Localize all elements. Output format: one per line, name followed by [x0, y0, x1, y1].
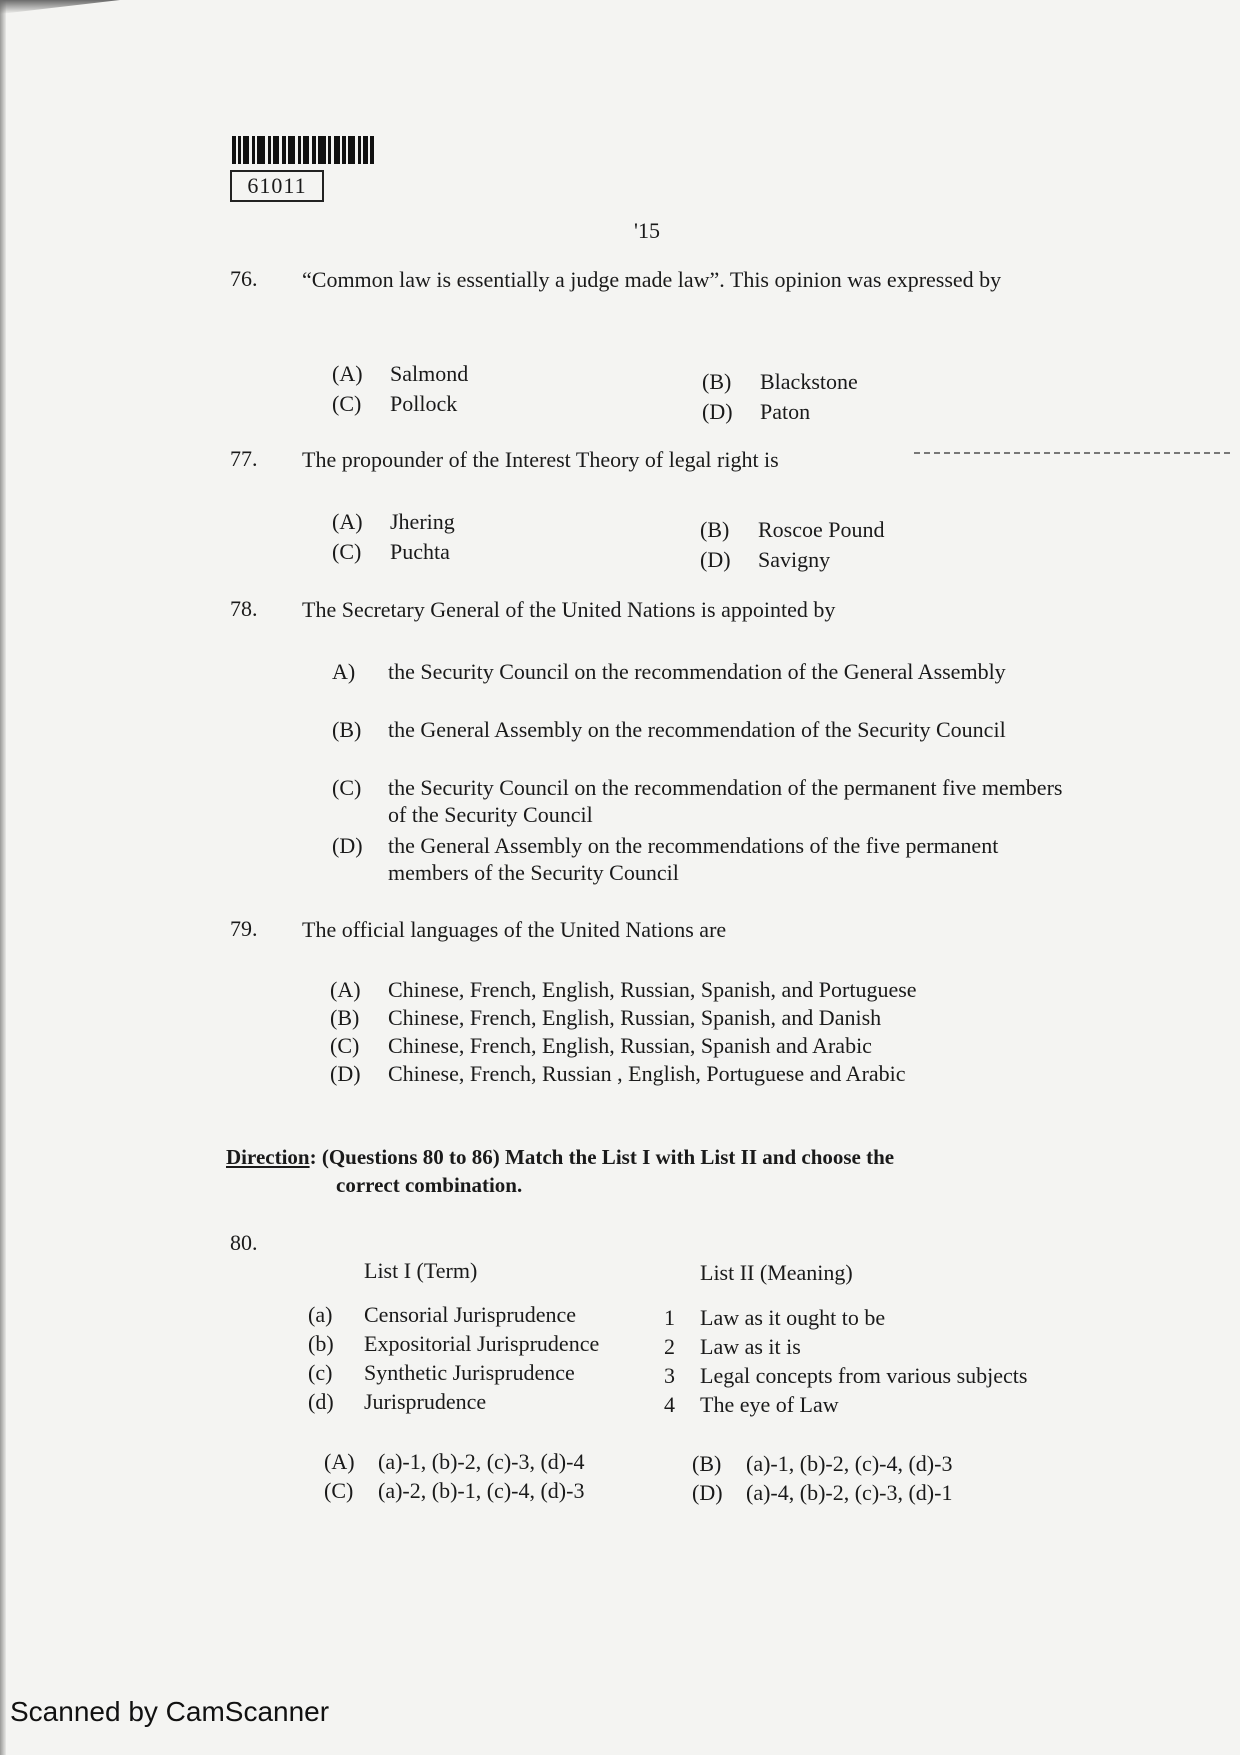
direction-note [226, 1143, 895, 1197]
option-label: (A) [332, 361, 363, 386]
option-80-c [324, 1477, 584, 1505]
option-77-d [700, 546, 830, 574]
scanner-watermark: Scanned by CamScanner [10, 1696, 330, 1727]
option-text: Chinese, French, English, Russian, Spanish, and Danish [388, 1005, 882, 1030]
direction-text-line2: correct combination. [336, 1173, 523, 1197]
list-key: 1 [664, 1305, 675, 1330]
option-text: (a)-4, (b)-2, (c)-3, (d)-1 [746, 1480, 953, 1505]
option-text: the Security Council on the recommendation of the permanent five members of the Security Council [388, 775, 1063, 827]
option-text: Pollock [390, 391, 458, 416]
option-text: the Security Council on the recommendation of the General Assembly [388, 659, 1006, 684]
direction-text: : (Questions 80 to 86) Match the List I with List II and choose the [309, 1145, 895, 1169]
option-label: (B) [702, 369, 732, 394]
option-text: Chinese, French, English, Russian, Spanish and Arabic [388, 1033, 872, 1058]
option-label: (D) [702, 399, 733, 424]
option-label: (B) [332, 717, 362, 742]
option-label: (B) [330, 1005, 360, 1030]
option-text: Savigny [758, 547, 831, 572]
option-label: (D) [332, 833, 363, 858]
option-78-c [332, 774, 1072, 830]
option-80-b [692, 1450, 952, 1478]
option-text: the General Assembly on the recommendation of the Security Council [388, 717, 1006, 742]
question-number: 80. [230, 1230, 258, 1255]
option-76-c [332, 390, 457, 418]
option-78-a [332, 658, 1072, 714]
list-text: Law as it ought to be [700, 1305, 886, 1330]
option-80-a [324, 1448, 584, 1476]
option-76-d [702, 398, 810, 426]
page-number: '15 [634, 218, 660, 243]
option-78-d [332, 832, 1072, 888]
option-label: (A) [324, 1449, 355, 1474]
paper-code-box: 61011 [230, 170, 324, 202]
question-text: The Secretary General of the United Nations is appointed by [302, 597, 836, 622]
list-key: (c) [308, 1360, 333, 1385]
option-text: Puchta [390, 539, 450, 564]
option-80-d [692, 1479, 952, 1507]
option-77-b [700, 516, 885, 544]
option-label: (C) [324, 1478, 354, 1503]
option-text: Roscoe Pound [758, 517, 885, 542]
list2-heading: List II (Meaning) [700, 1260, 853, 1285]
list-text: Expositorial Jurisprudence [364, 1331, 600, 1356]
option-text: Chinese, French, English, Russian, Spanish, and Portuguese [388, 977, 917, 1002]
question-number: 76. [230, 266, 258, 291]
option-text: Salmond [390, 361, 469, 386]
list-text: Legal concepts from various subjects [700, 1363, 1028, 1388]
option-label: A) [332, 659, 356, 684]
list-key: (d) [308, 1389, 334, 1414]
list-key: (a) [308, 1302, 333, 1327]
option-label: (B) [700, 517, 730, 542]
option-label: (A) [330, 977, 361, 1002]
option-79-b [330, 1004, 881, 1032]
option-77-a [332, 508, 455, 536]
option-text: (a)-2, (b)-1, (c)-4, (d)-3 [378, 1478, 585, 1503]
question-number: 78. [230, 596, 258, 621]
list-key: 2 [664, 1334, 675, 1359]
list-text: Censorial Jurisprudence [364, 1302, 576, 1327]
option-79-a [330, 976, 917, 1004]
list-key: 4 [664, 1392, 675, 1417]
list-text: Jurisprudence [364, 1389, 487, 1414]
option-79-d [330, 1060, 906, 1088]
option-label: (C) [330, 1033, 360, 1058]
scan-corner-shadow [0, 0, 120, 14]
question-text: “Common law is essentially a judge made law”. This opinion was expressed by [302, 267, 1002, 292]
option-label: (B) [692, 1451, 722, 1476]
option-label: (D) [330, 1061, 361, 1086]
option-76-b [702, 368, 858, 396]
option-text: Chinese, French, Russian , English, Portuguese and Arabic [388, 1061, 906, 1086]
option-label: (A) [332, 509, 363, 534]
list-text: Synthetic Jurisprudence [364, 1360, 575, 1385]
question-number: 79. [230, 916, 258, 941]
option-label: (C) [332, 539, 362, 564]
question-number: 77. [230, 446, 258, 471]
option-79-c [330, 1032, 872, 1060]
question-text: The official languages of the United Nations are [302, 917, 727, 942]
barcode [232, 136, 392, 164]
direction-label: Direction [226, 1145, 310, 1169]
list-key: 3 [664, 1363, 675, 1388]
option-label: (C) [332, 391, 362, 416]
option-78-b [332, 716, 1072, 772]
option-text: the General Assembly on the recommendations of the five permanent members of the Security Council [388, 833, 999, 885]
option-text: (a)-1, (b)-2, (c)-4, (d)-3 [746, 1451, 953, 1476]
option-text: Paton [760, 399, 811, 424]
option-label: (C) [332, 775, 362, 800]
question-text: The propounder of the Interest Theory of legal right is [302, 447, 779, 472]
option-76-a [332, 360, 468, 388]
list1-heading: List I (Term) [364, 1258, 478, 1283]
list-key: (b) [308, 1331, 334, 1356]
option-text: Jhering [390, 509, 455, 534]
scan-edge-shadow [0, 0, 6, 1755]
option-label: (D) [692, 1480, 723, 1505]
list-text: Law as it is [700, 1334, 801, 1359]
option-77-c [332, 538, 450, 566]
option-label: (D) [700, 547, 731, 572]
list-text: The eye of Law [700, 1392, 839, 1417]
option-text: Blackstone [760, 369, 858, 394]
option-text: (a)-1, (b)-2, (c)-3, (d)-4 [378, 1449, 585, 1474]
